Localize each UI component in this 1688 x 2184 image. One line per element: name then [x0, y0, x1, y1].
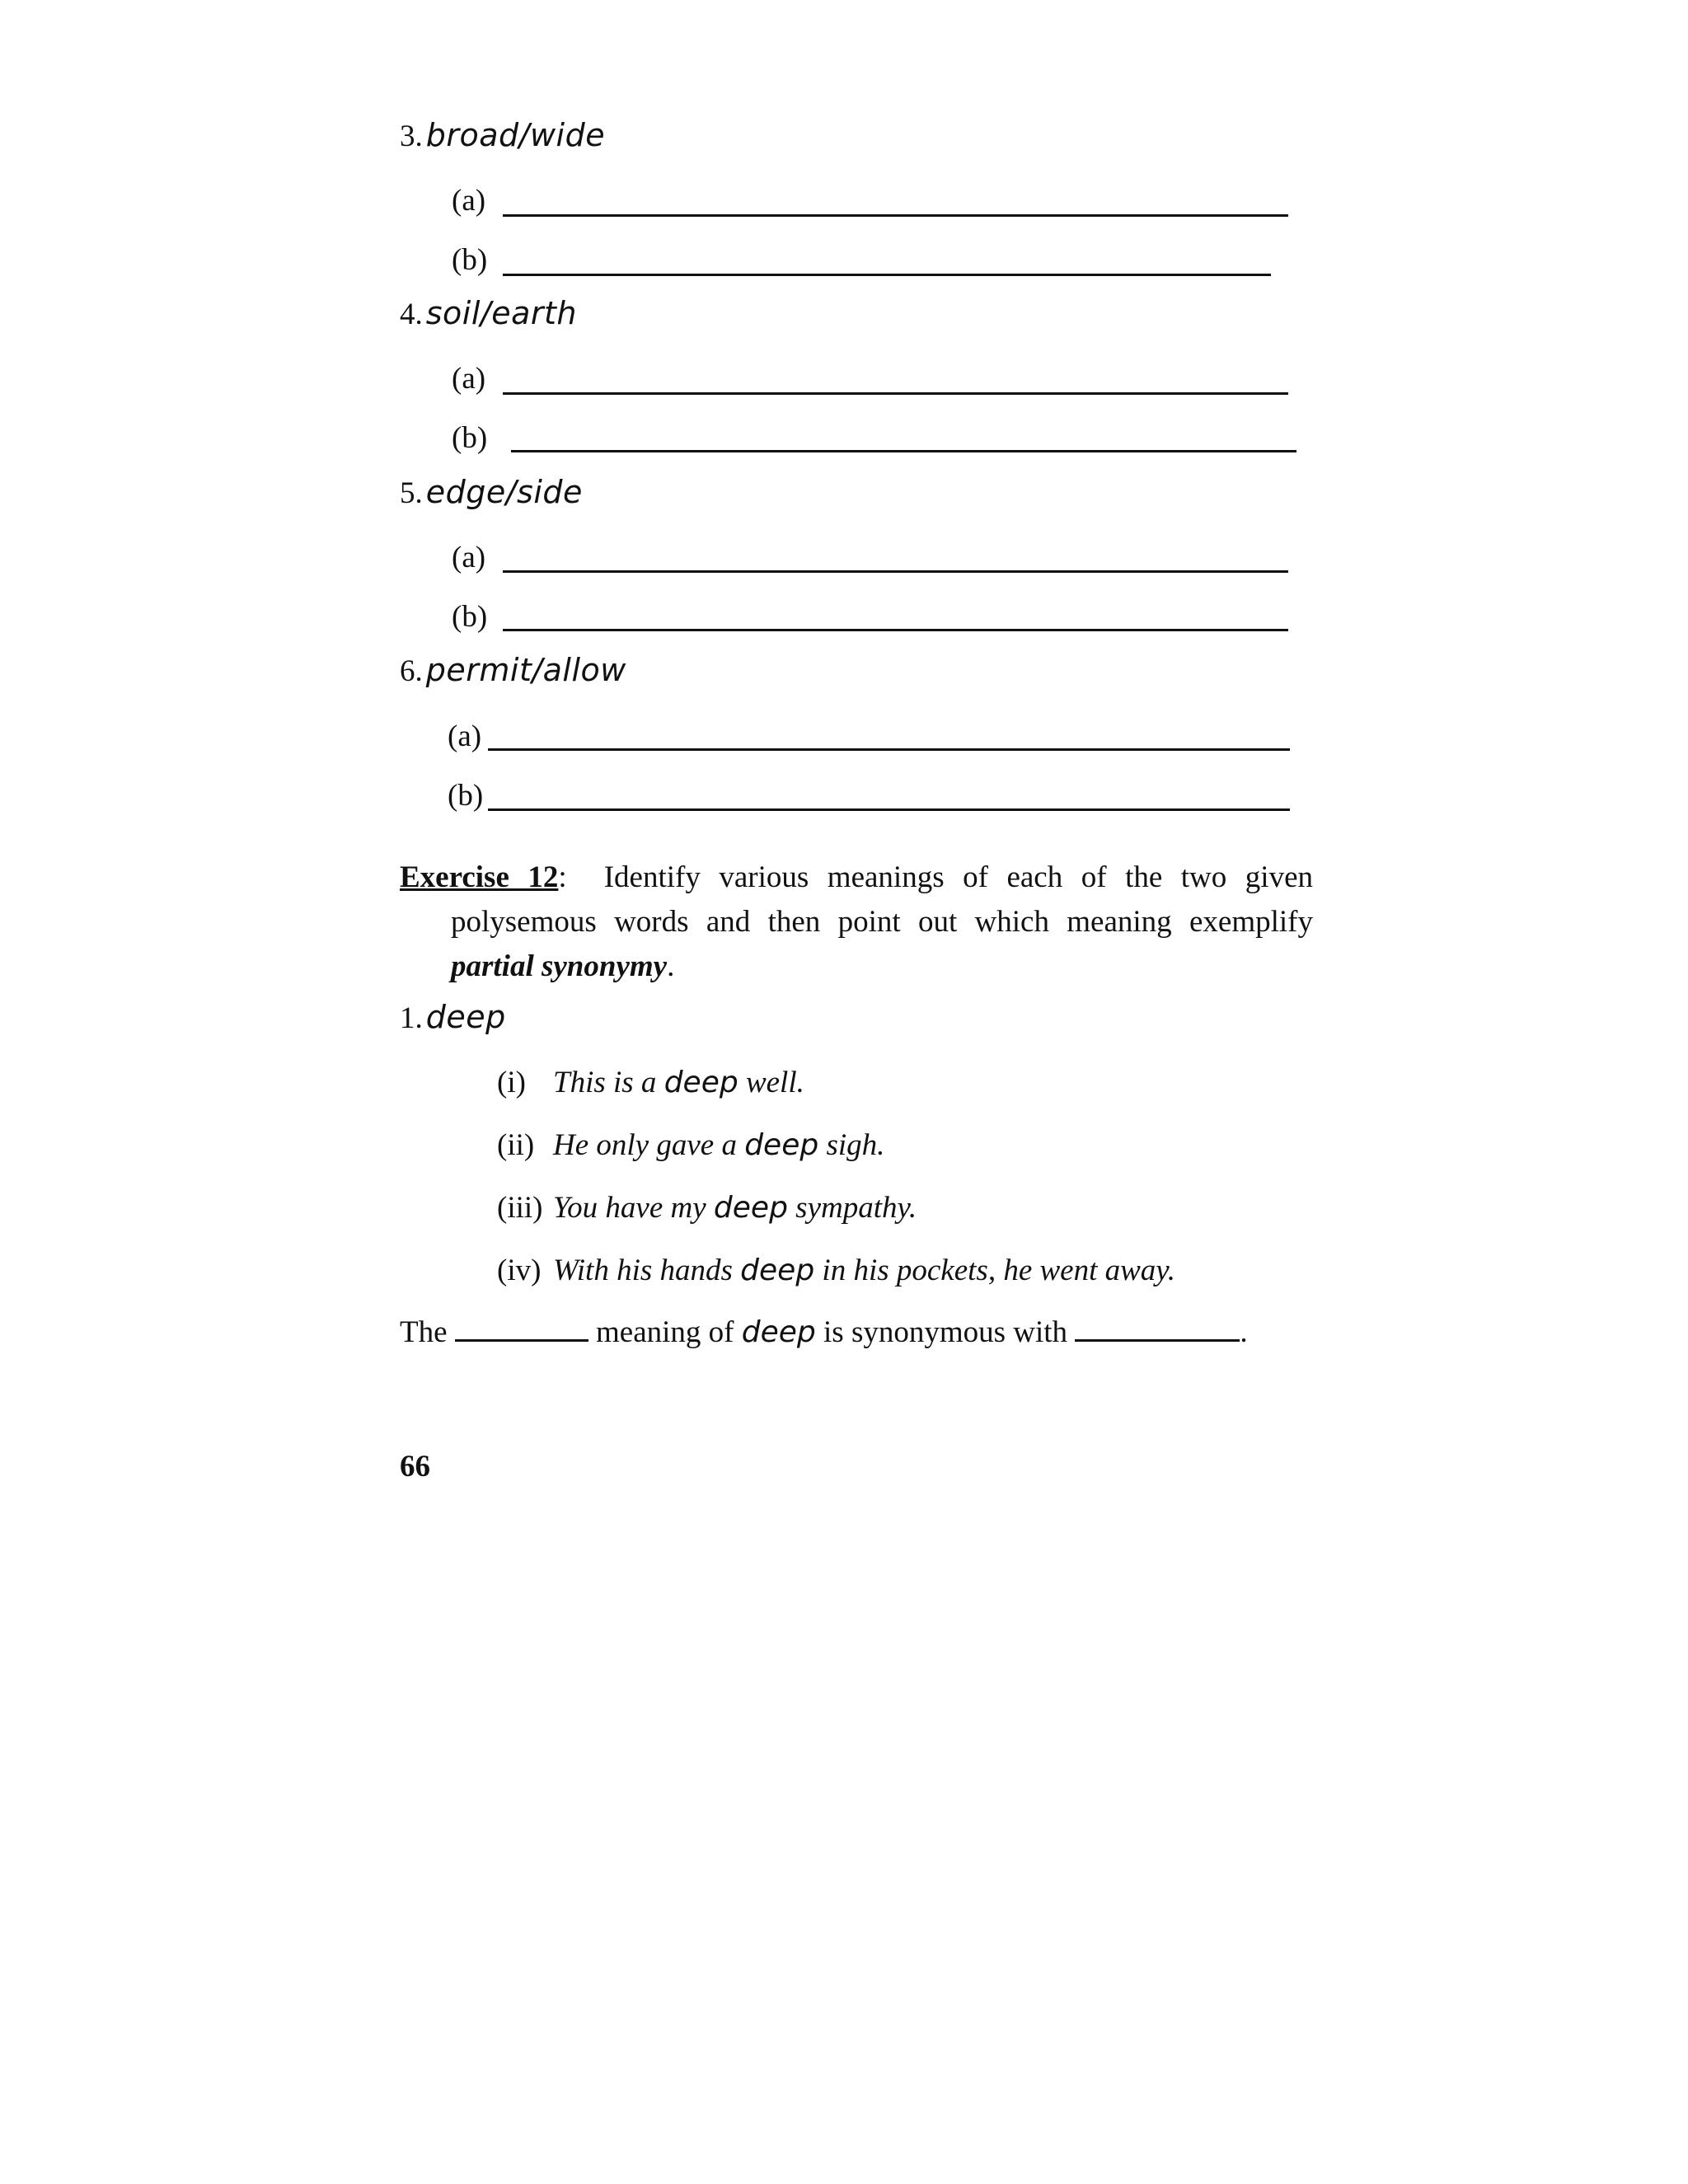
pair-3-heading — [400, 117, 605, 154]
pair-4-label-b: (b) — [452, 421, 488, 455]
pair-6-answer-line-b[interactable] — [488, 808, 1290, 811]
pair-4-answer-line-a[interactable] — [503, 392, 1288, 395]
exercise-emphasis: partial synonymy — [451, 949, 668, 983]
pair-number: 5. — [400, 476, 423, 510]
example-word: deep — [713, 1191, 788, 1225]
pair-words: broad/wide — [425, 117, 606, 153]
conclusion-end: is synonymous with — [823, 1315, 1068, 1349]
pair-words: edge/side — [425, 474, 583, 510]
item-number: 1. — [400, 1001, 423, 1035]
pair-words: soil/earth — [425, 295, 577, 331]
pair-6-answer-line-a[interactable] — [488, 748, 1290, 751]
example-word: deep — [663, 1066, 738, 1099]
example-before: You have my — [553, 1191, 706, 1225]
exercise-period: . — [667, 949, 675, 983]
page-number: 66 — [400, 1450, 430, 1483]
example-word: deep — [740, 1254, 815, 1287]
exercise-colon: : — [558, 860, 567, 894]
conclusion-middle: meaning of — [596, 1315, 734, 1349]
exercise-12-instruction — [400, 855, 1313, 989]
conclusion-start: The — [400, 1315, 448, 1349]
exercise-title: Exercise 12 — [400, 860, 559, 894]
pair-6-label-b: (b) — [448, 779, 484, 813]
pair-number: 6. — [400, 654, 423, 688]
example-i — [497, 1065, 804, 1100]
pair-3-answer-line-b[interactable] — [503, 274, 1271, 276]
example-after: sympathy. — [795, 1191, 917, 1225]
pair-5-heading — [400, 474, 583, 511]
example-label: (i) — [497, 1066, 526, 1099]
pair-6-label-a: (a) — [448, 719, 482, 753]
example-iv — [497, 1253, 1175, 1288]
example-before: He only gave a — [553, 1128, 737, 1162]
example-word: deep — [744, 1128, 819, 1162]
example-label: (iv) — [497, 1254, 542, 1287]
pair-5-label-b: (b) — [452, 600, 488, 634]
example-after: sigh. — [826, 1128, 885, 1162]
example-after: well. — [745, 1066, 804, 1099]
conclusion-period: . — [1240, 1315, 1248, 1349]
exercise-instruction-text: Identify various meanings of each of the two given polysemous words and then point out which meaning exemplify — [451, 860, 1313, 939]
pair-6-heading — [400, 652, 626, 689]
conclusion-sentence — [400, 1315, 1248, 1350]
example-label: (iii) — [497, 1191, 543, 1225]
example-after: in his pockets, he went away. — [822, 1254, 1175, 1287]
example-label: (ii) — [497, 1128, 535, 1162]
conclusion-word: deep — [741, 1315, 816, 1349]
example-before: This is a — [553, 1066, 657, 1099]
conclusion-blank-meaning[interactable] — [455, 1315, 588, 1342]
example-before: With his hands — [553, 1254, 733, 1287]
pair-4-answer-line-b[interactable] — [511, 450, 1296, 452]
example-ii — [497, 1127, 884, 1163]
conclusion-blank-synonym[interactable] — [1075, 1315, 1240, 1342]
pair-5-label-a: (a) — [452, 541, 486, 574]
example-iii — [497, 1190, 917, 1226]
pair-3-label-b: (b) — [452, 243, 488, 277]
pair-3-answer-line-a[interactable] — [503, 214, 1288, 217]
pair-4-heading — [400, 295, 577, 332]
pair-4-label-a: (a) — [452, 362, 486, 396]
pair-5-answer-line-a[interactable] — [503, 570, 1288, 573]
pair-3-label-a: (a) — [452, 184, 486, 218]
item-word: deep — [425, 999, 506, 1035]
pair-number: 3. — [400, 120, 423, 153]
item-1-heading — [400, 999, 506, 1036]
pair-5-answer-line-b[interactable] — [503, 629, 1288, 631]
pair-number: 4. — [400, 298, 423, 331]
pair-words: permit/allow — [425, 652, 626, 688]
